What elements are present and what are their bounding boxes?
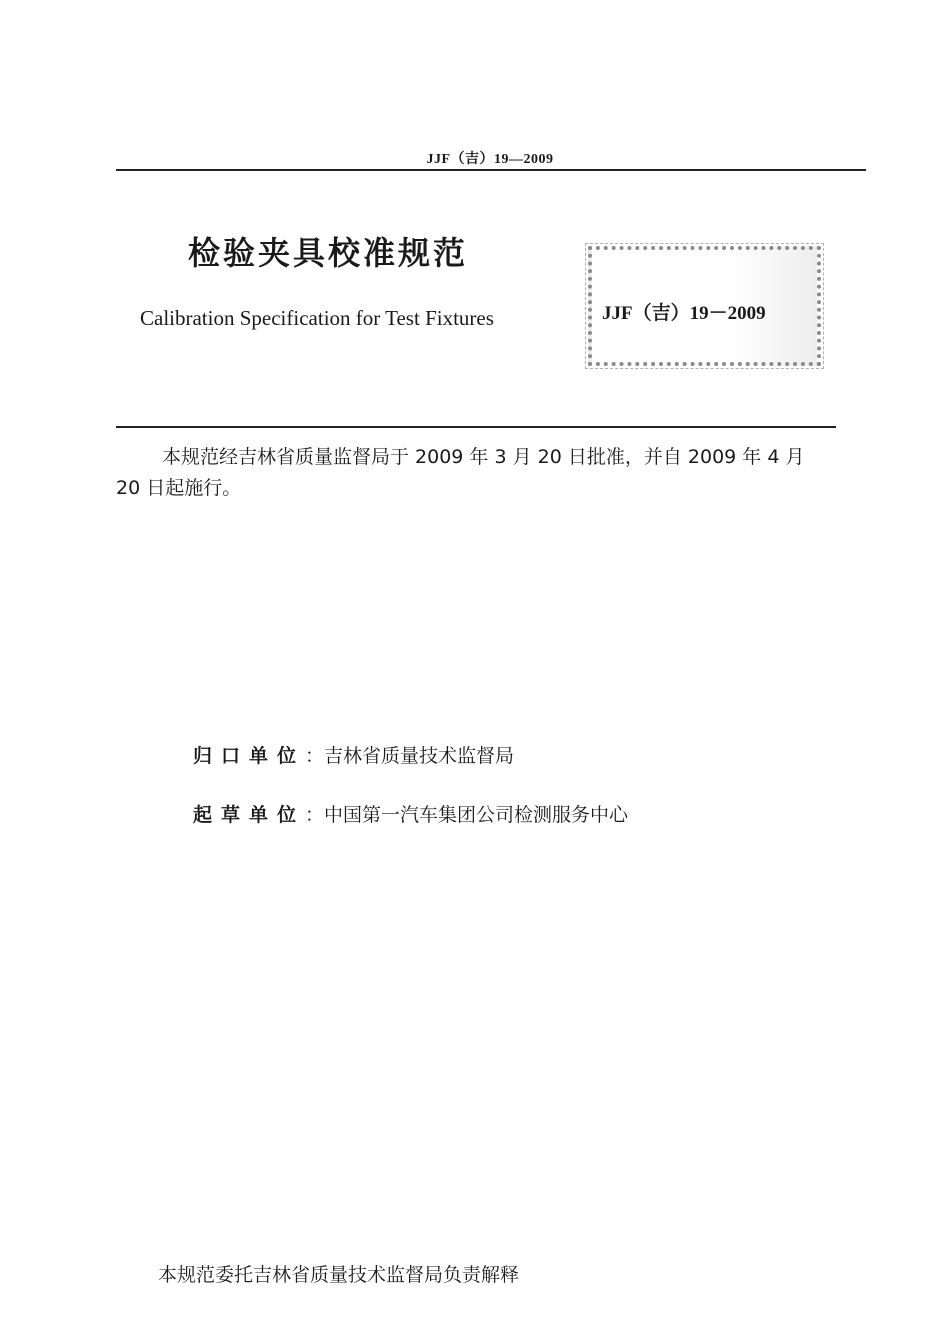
document-title-chinese: 检验夹具校准规范 — [188, 234, 469, 272]
responsible-unit-value: ：吉林省质量技术监督局 — [305, 745, 515, 767]
drafting-unit-label: 起草单位 — [193, 804, 306, 826]
approval-statement: 本规范经吉林省质量监督局于 2009 年 3 月 20 日批准，并自 2009 年 4 月 20 日起施行。 — [116, 446, 805, 499]
title-rule — [116, 426, 836, 428]
responsible-unit-row — [193, 741, 514, 768]
document-title-english: Calibration Specification for Test Fixtures — [140, 306, 494, 330]
interpretation-note: 本规范委托吉林省质量技术监督局负责解释 — [158, 1264, 520, 1286]
header-rule — [116, 169, 866, 171]
header-standard-code: JJF（吉）19—2009 — [426, 152, 554, 167]
drafting-unit-value: ：中国第一汽车集团公司检测服务中心 — [305, 804, 629, 826]
standard-code-stamp — [588, 246, 821, 366]
stamp-code: JJF（吉）19－2009 — [602, 303, 766, 324]
responsible-unit-label: 归口单位 — [193, 745, 306, 767]
drafting-unit-row — [193, 800, 628, 827]
